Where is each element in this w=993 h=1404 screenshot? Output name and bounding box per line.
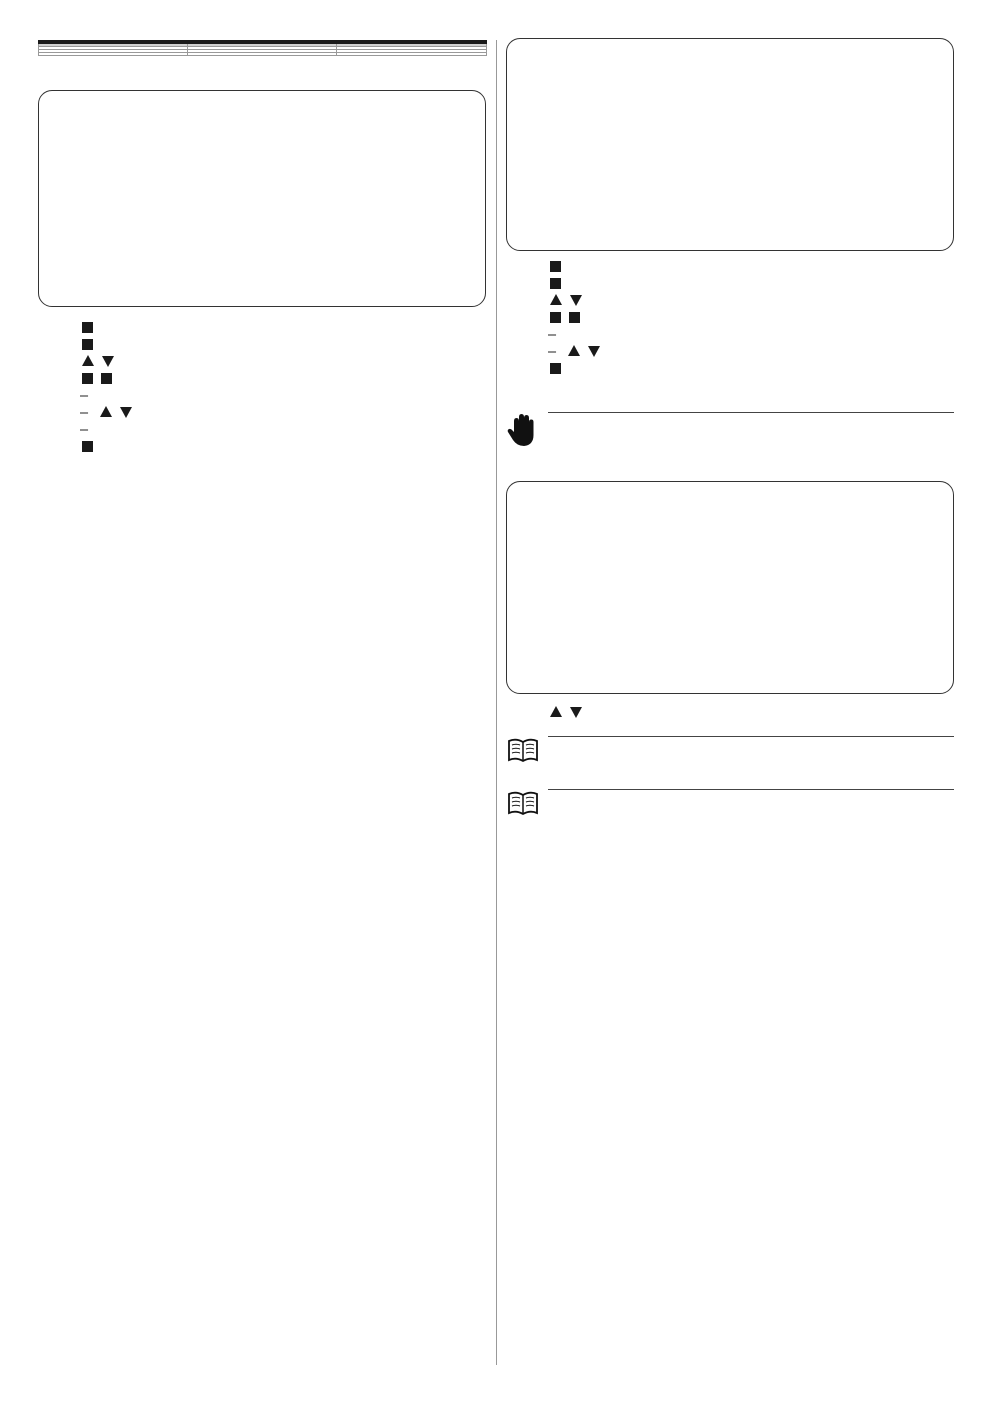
list-item [38,439,487,456]
stop-key-icon [82,322,93,333]
list-item [38,337,487,354]
left-column [38,36,487,482]
info-text [548,736,954,739]
steps-7-7 [38,320,487,456]
stop-key-icon [82,373,93,384]
right-column [506,38,954,822]
sub-item: – [548,344,954,361]
warning-note [506,412,954,453]
list-item [506,310,954,361]
info-note [506,736,954,769]
down-key-icon [120,407,132,418]
list-item [506,705,954,722]
down-key-icon [570,295,582,306]
table-row [39,53,487,56]
figure-24 [38,90,486,307]
stop-key-icon [550,312,561,323]
info-note [506,789,954,822]
stop-key-icon [550,261,561,272]
down-key-icon [588,346,600,357]
list-item [38,320,487,337]
list-item [506,259,954,276]
up-key-icon [82,355,94,366]
down-key-icon [102,356,114,367]
stop-key-icon [82,339,93,350]
stop-key-icon [82,441,93,452]
info-text [548,789,954,792]
stop-key-icon [550,363,561,374]
up-key-icon [550,294,562,305]
stop-key-icon [569,312,580,323]
down-key-icon [570,707,582,718]
figure-25 [506,38,954,251]
sub-item: – [80,405,487,422]
list-item [38,354,487,371]
figure-26 [506,481,954,694]
up-key-icon [550,706,562,717]
sub-item: – [80,422,89,438]
steps-7-8 [506,259,954,378]
list-item [506,361,954,378]
up-key-icon [100,406,112,417]
stop-key-icon [550,278,561,289]
sub-item: – [80,388,89,404]
hand-warning-icon [506,412,548,453]
list-item [38,371,487,439]
up-key-icon [568,345,580,356]
sub-item: – [548,327,557,343]
warning-text [548,412,954,415]
book-icon [506,736,548,769]
book-icon [506,789,548,822]
stop-key-icon [101,373,112,384]
column-divider [496,40,497,1365]
maintenance-table [38,40,487,56]
list-item [506,293,954,310]
steps-7-9 [506,705,954,722]
list-item [506,276,954,293]
